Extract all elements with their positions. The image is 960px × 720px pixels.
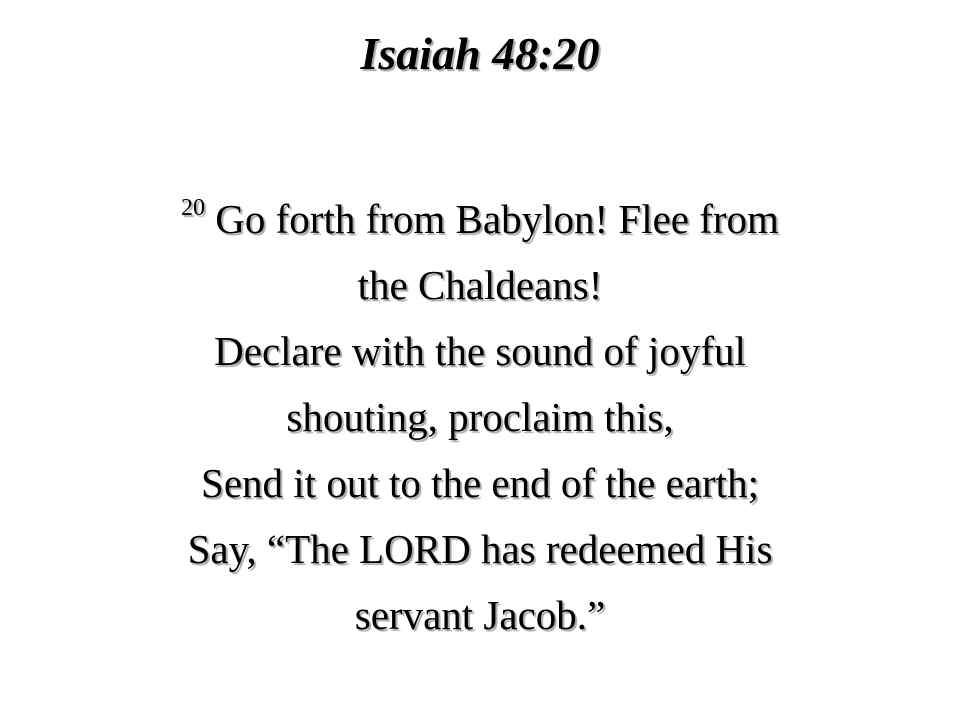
verse-line: shouting, proclaim this, — [286, 394, 674, 440]
verse-line: servant Jacob.” — [354, 592, 606, 638]
verse-line: the Chaldeans! — [357, 262, 603, 308]
slide-title: Isaiah 48:20 — [360, 28, 600, 79]
verse-number: 20 — [181, 195, 206, 221]
verse-line: Say, “The LORD has redeemed His — [187, 526, 773, 572]
verse-line — [40, 186, 920, 252]
verse-line-text: Go forth from Babylon! Flee from — [215, 196, 779, 242]
verse-line: Send it out to the end of the earth; — [201, 460, 759, 506]
verse-line: Declare with the sound of joyful — [214, 328, 746, 374]
verse-text — [40, 186, 920, 648]
